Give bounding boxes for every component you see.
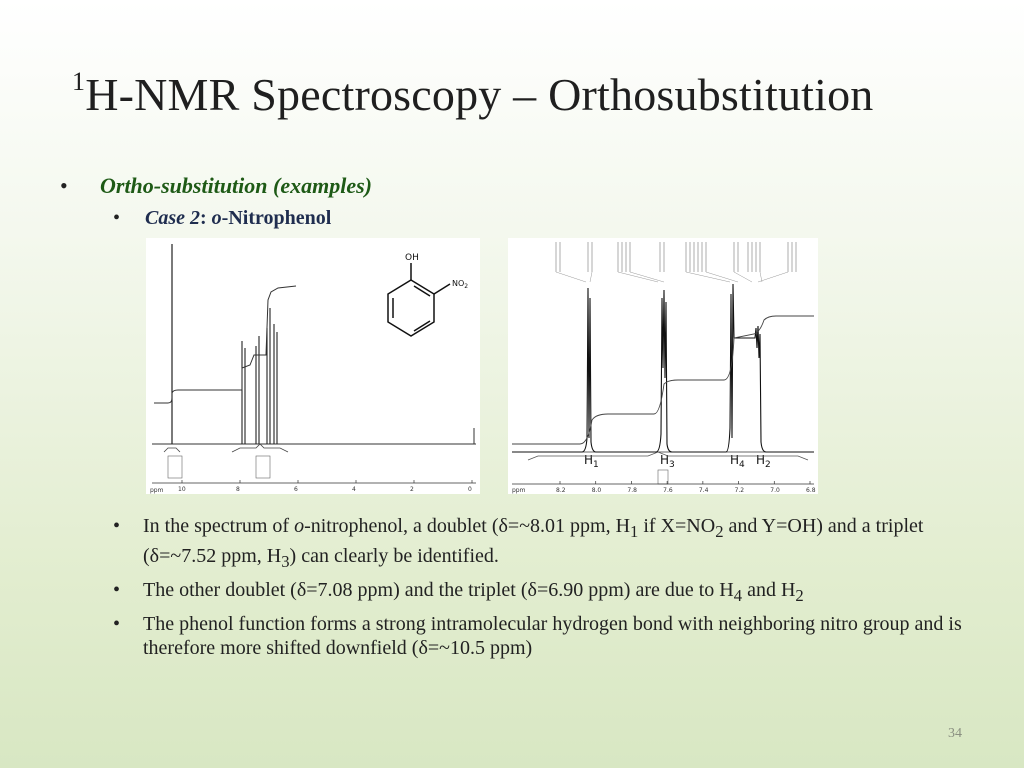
nmr-spectrum-expanded (508, 238, 818, 494)
integration-curve (154, 286, 296, 403)
peak-pick-lines (556, 242, 796, 272)
no2-bond (434, 284, 450, 294)
explanation-bullet-1 (113, 514, 993, 574)
page-number: 34 (948, 726, 962, 741)
bullet-dot: • (113, 207, 121, 229)
axis-ticks (178, 480, 472, 493)
compound-name: -Nitrophenol (221, 207, 332, 229)
axis-tick-label: 8.0 (591, 487, 602, 494)
bullet-dot: • (113, 579, 121, 601)
bullet-dot: • (60, 173, 68, 198)
axis-tick-label: 7.8 (627, 487, 637, 494)
axis-unit: ppm (512, 487, 526, 494)
bullet-level2 (113, 207, 331, 230)
aromatic-peaks (242, 308, 277, 444)
bullet-text: The other doublet (δ=7.08 ppm) and the triplet (δ=6.90 ppm) are due to $H_4$ and $H_2$ (143, 579, 804, 605)
nmr-spectrum-full-svg (146, 238, 480, 494)
no2-label: $NO_2$ (452, 279, 469, 290)
axis-tick-label: 8 (236, 486, 240, 493)
axis-tick-label: 6 (294, 486, 298, 493)
peak-label-h1: $H_1$ (584, 453, 599, 470)
axis-tick-label: 0 (468, 486, 472, 493)
bullet-dot: • (113, 613, 121, 635)
peak-label-h3: $H_3$ (660, 453, 675, 470)
oh-label: OH (405, 253, 419, 263)
axis-tick-label: 7.4 (698, 487, 709, 494)
integral-box (256, 456, 270, 478)
nitrophenol-structure (388, 263, 450, 336)
peak-pick-leaders (556, 272, 788, 282)
bullet-dot: • (113, 515, 121, 537)
peak-label-h2: $H_2$ (756, 453, 771, 470)
benzene-ring (388, 280, 434, 336)
axis-tick-label: 6.8 (806, 487, 816, 494)
integration-brackets (164, 444, 288, 452)
integral-box (658, 470, 668, 484)
title-text: H-NMR Spectroscopy – Orthosubstitution (85, 69, 874, 120)
explanation-bullet-2 (113, 578, 993, 608)
bullet-level1-text: Ortho-substitution (examples) (100, 173, 372, 198)
integral-box (168, 456, 182, 478)
case-label: Case 2 (145, 207, 200, 229)
title-superscript: 1 (72, 66, 86, 96)
axis-tick-label: 2 (410, 486, 414, 493)
spectrum-trace (512, 284, 814, 452)
slide-title (72, 68, 874, 121)
bullet-text: The phenol function forms a strong intramolecular hydrogen bond with neighboring nitro group and is therefore more shifted downfield (δ=~10.5 ppm) (143, 613, 962, 659)
ortho-prefix: o (211, 207, 222, 229)
case-colon: : (200, 207, 212, 229)
axis-tick-label: 4 (352, 486, 356, 493)
axis-ticks (556, 481, 816, 494)
axis-tick-label: 7.2 (734, 487, 745, 494)
nmr-spectrum-expanded-svg (508, 238, 818, 494)
axis-tick-label: 8.2 (556, 487, 566, 494)
axis-unit: ppm (150, 487, 164, 494)
axis-tick-label: 7.6 (663, 487, 673, 494)
nmr-spectrum-full (146, 238, 480, 494)
bullet-level1 (60, 173, 372, 199)
bullet-text: In the spectrum of o-nitrophenol, a doublet (δ=~8.01 ppm, $H_1$ if $X=NO_2$ and Y=OH) and a triplet (δ=~7.52 ppm, $H_3$) can clearly be identified. (143, 515, 924, 571)
axis-tick-label: 10 (178, 486, 186, 493)
peak-label-h4: $H_4$ (730, 453, 745, 470)
axis-tick-label: 7.0 (770, 487, 780, 494)
explanation-bullets (113, 514, 993, 664)
bullet-level2-text (145, 207, 331, 230)
explanation-bullet-3 (113, 612, 993, 660)
